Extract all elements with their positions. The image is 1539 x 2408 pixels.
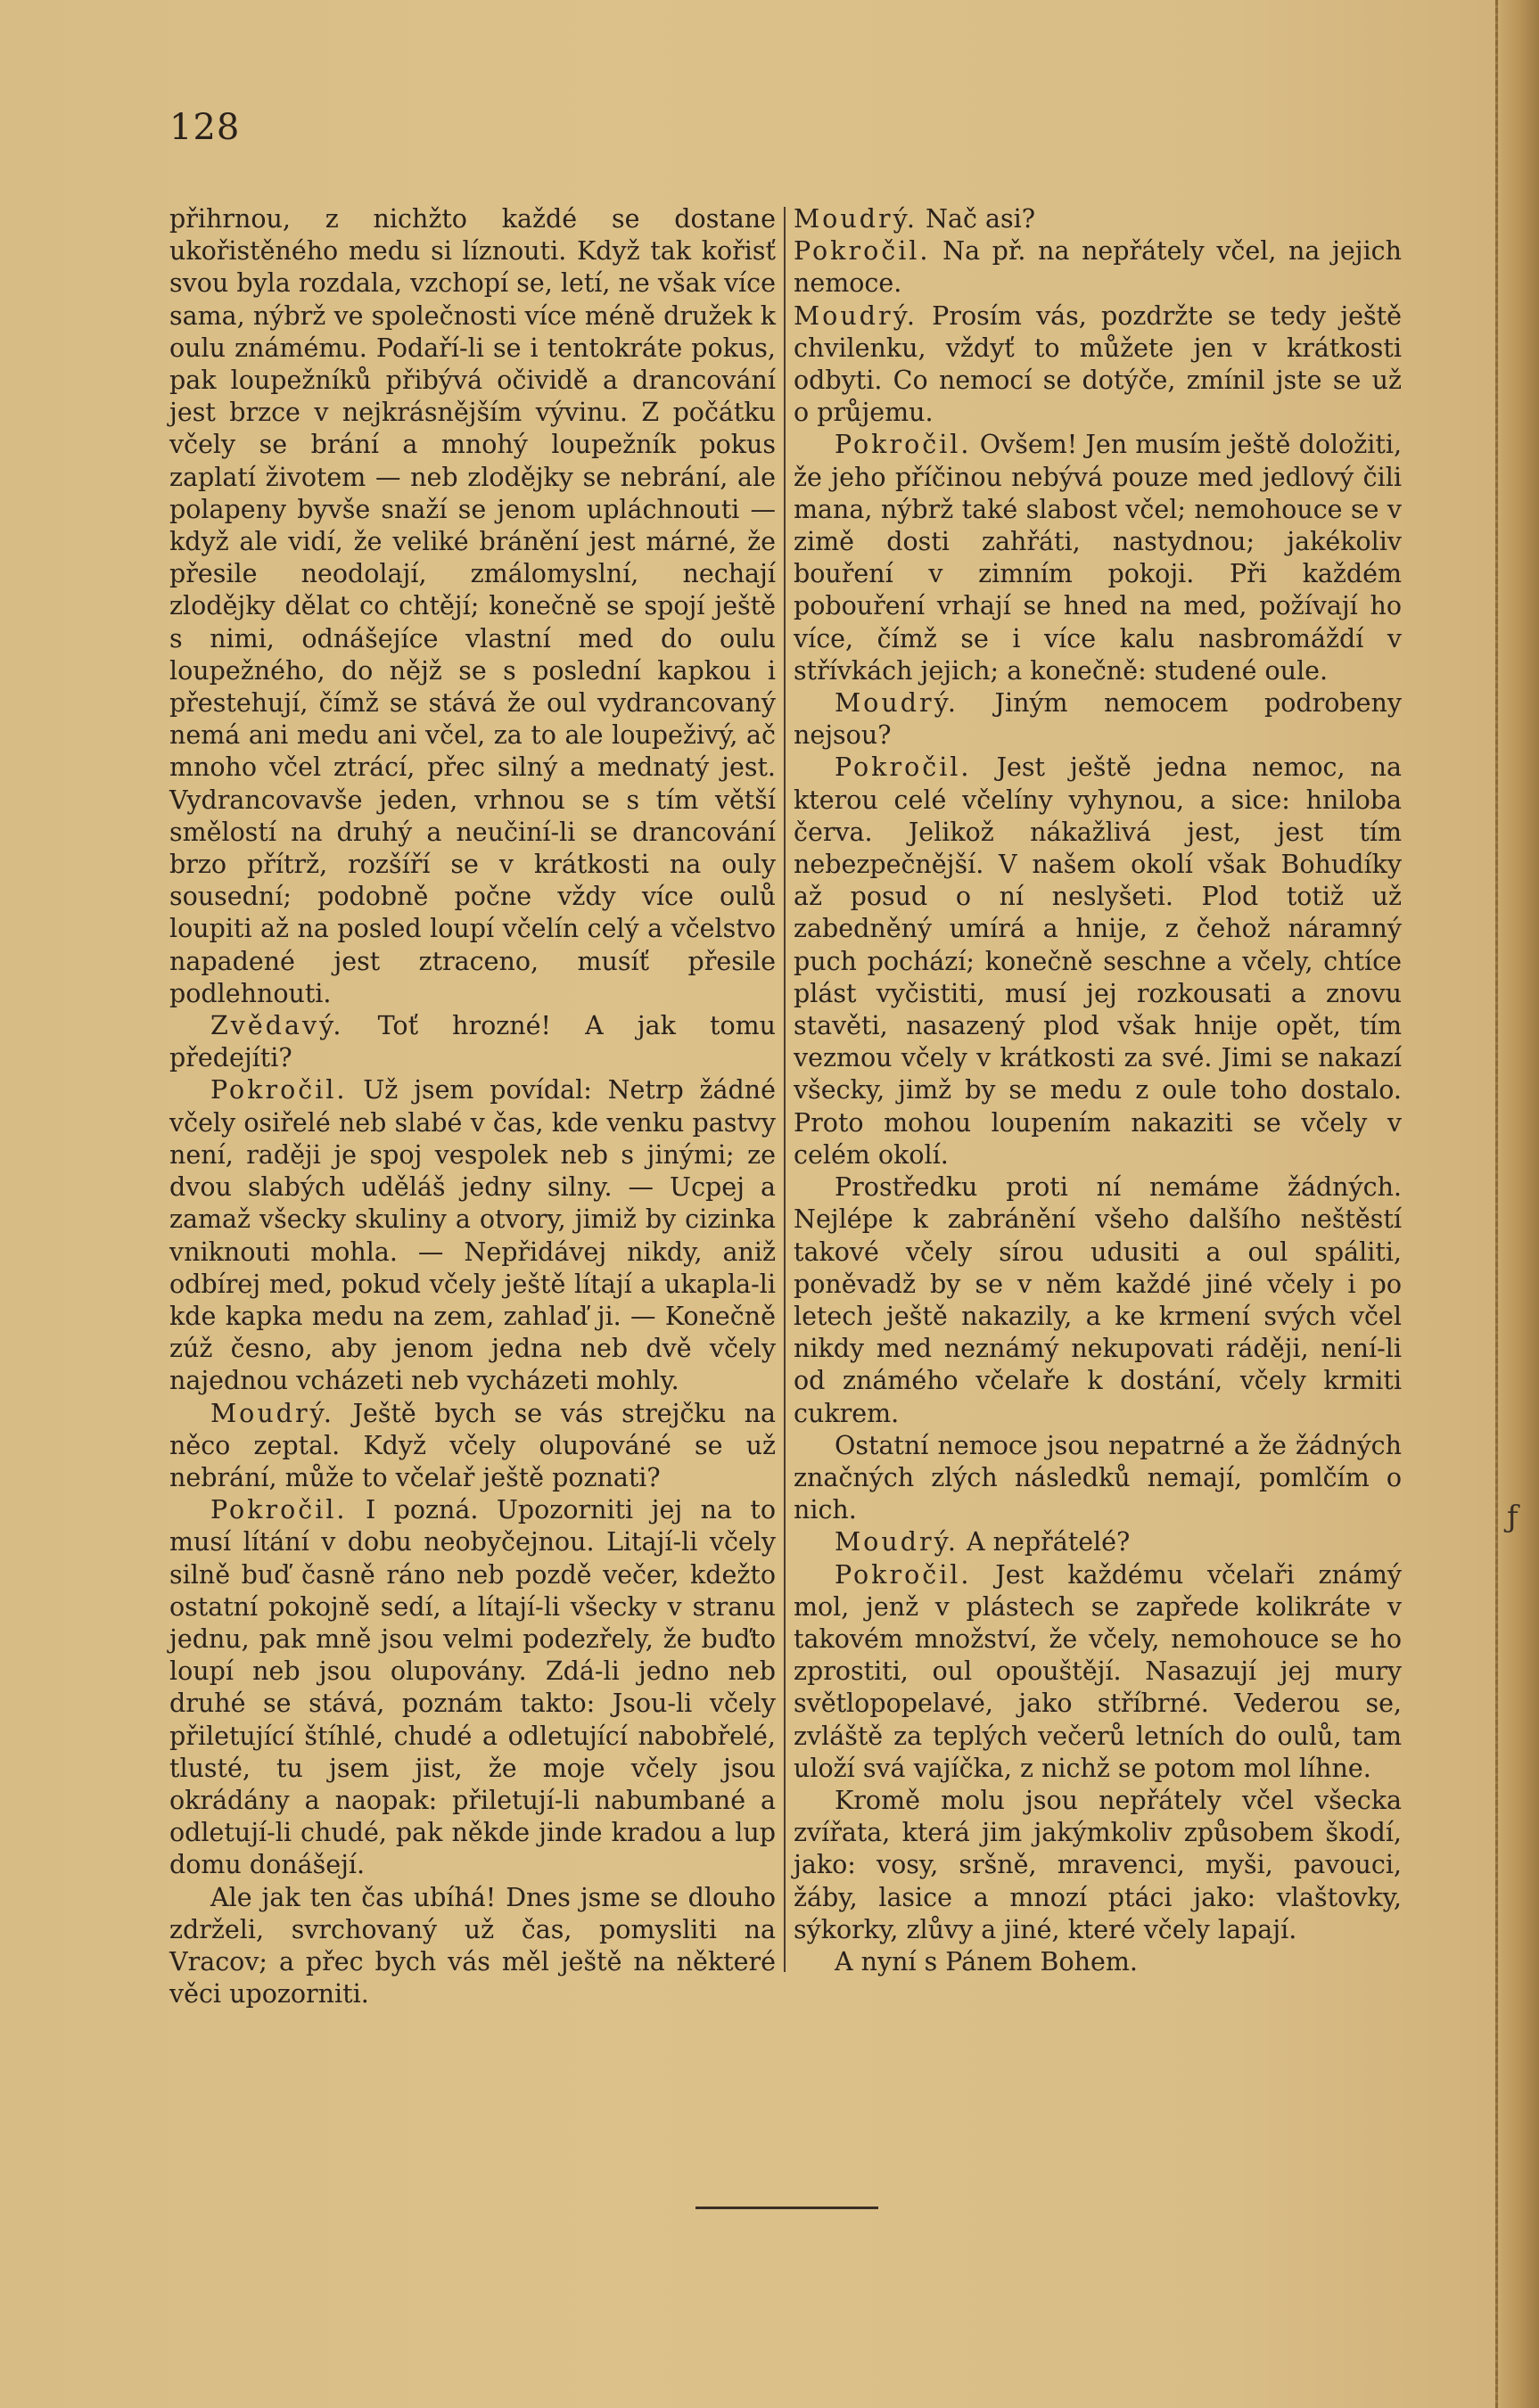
paragraph-text: I pozná. Upozorniti jej na to musí lítání v dobu neobyčejnou. Litají-li včely silně buď časně ráno neb pozdě večer, kdežto ostatní pokojně sedí, a lítají-li všecky v stranu jednu, pak mně jsou velmi podezřely, že buďto loupí neb jsou olupovány. Zdá-li jedno neb druhé se stává, poznám takto: Jsou-li včely přiletující štíhlé, chudé a odletující nabobřelé, tlusté, tu jsem jist, že moje včely jsou okrádány a naopak: přiletují-li nabumbané a odletují-li chudé, pak někde jinde kradou a lup domu donášejí.: [169, 1495, 776, 1880]
paragraph: [169, 203, 776, 1010]
paragraph: [794, 687, 1402, 752]
paragraph: [794, 1946, 1402, 1978]
paragraph-text: Prosím vás, pozdržte se tedy ještě chvilenku, vždyť to můžete jen v krátkosti odbyti. Co nemocí se dotýče, zmínil jste se už o průjemu.: [794, 300, 1402, 428]
speaker-name: Pokročil.: [835, 430, 972, 460]
paragraph-text: Ostatní nemoce jsou nepatrné a že žádných značných zlých následků nemají, pomlčím o nich.: [794, 1430, 1402, 1525]
paragraph-text: Už jsem povídal: Netrp žádné včely osiřelé neb slabé v čas, kde venku pastvy není, raději je spoj vespolek neb s jinými; ze dvou slabých uděláš jedny silny. — Ucpej a zamaž všecky skuliny a otvory, jimiž by cizinka vniknouti mohla. — Nepřidávej nikdy, aniž odbírej med, pokud včely ještě lítají a ukapla-li kde kapka medu na zem, zahlaď ji. — Konečně zúž česno, aby jenom jedna neb dvě včely najednou vcházeti neb vycházeti mohly.: [169, 1075, 776, 1396]
speaker-name: Moudrý.: [794, 204, 918, 234]
right-column: [794, 203, 1402, 1978]
speaker-name: Pokročil.: [835, 752, 972, 783]
column-divider: [784, 207, 786, 1972]
paragraph: [794, 429, 1402, 687]
speaker-name: Moudrý.: [794, 300, 918, 331]
paragraph-text: Kromě molu jsou nepřátely včel všecka zvířata, která jim jakýmkoliv způsobem škodí, jako: vosy, sršně, mravenci, myši, pavouci, žáby, lasice a mnozí ptáci jako: vlaštovky, sýkorky, zlůvy a jiné, které včely lapají.: [794, 1785, 1402, 1944]
paragraph-text: Na př. na nepřátely včel, na jejich nemoce.: [794, 236, 1403, 299]
paragraph: [169, 1494, 776, 1881]
paragraph-text: A nyní s Pánem Bohem.: [835, 1946, 1138, 1977]
paragraph: [794, 1526, 1402, 1558]
speaker-name: Moudrý.: [210, 1398, 334, 1428]
speaker-name: Pokročil.: [210, 1075, 348, 1105]
paragraph-text: Toť hrozné! A jak tomu předejíti?: [169, 1011, 776, 1073]
paragraph-text: Jest ještě jedna nemoc, na kterou celé včelíny vyhynou, a sice: hniloba červa. Jelikož nákažlivá jest, jest tím nebezpečnější. V našem okolí však Bohudíky až posud o ní neslyšeti. Plod totiž už zabedněný umírá a hnije, z čehož náramný puch pochází; konečně seschne a včely, chtíce plást vyčistiti, musí jej rozkousati a znovu stavěti, nasazený plod však hnije opět, tím vezmou včely v krátkosti za své. Jimi se nakazí všecky, jimž by se medu z oule toho dostalo. Proto mohou loupením nakaziti se včely v celém okolí.: [794, 752, 1402, 1170]
page-number: 128: [169, 107, 241, 148]
paragraph: [794, 1559, 1402, 1785]
paragraph-text: A nepřátelé?: [967, 1527, 1131, 1557]
paragraph: [794, 1171, 1402, 1430]
speaker-name: Moudrý.: [835, 1527, 959, 1557]
paragraph-text: Ještě bych se vás strejčku na něco zeptal. Když včely olupováné se už nebrání, může to včelař ještě poznati?: [169, 1398, 777, 1492]
page-edge: [1495, 0, 1539, 2408]
speaker-name: Pokročil.: [210, 1495, 348, 1525]
paragraph: [794, 203, 1402, 235]
speaker-name: Zvědavý.: [210, 1011, 344, 1041]
left-column: [169, 203, 776, 2010]
paragraph: [794, 1430, 1402, 1527]
end-rule: [695, 2207, 878, 2209]
paragraph: [794, 300, 1402, 430]
paragraph-text: Nač asi?: [926, 204, 1035, 234]
paragraph: [794, 752, 1402, 1171]
paragraph: [169, 1010, 776, 1074]
stray-mark: ƒ: [1507, 1500, 1518, 1535]
paragraph-text: přihrnou, z nichžto každé se dostane ukořistěného medu si líznouti. Když tak kořisť svou byla rozdala, vzchopí se, letí, ne však více sama, nýbrž ve společnosti více méně družek k oulu známému. Podaří-li se i tentokráte pokus, pak loupežníků přibývá očividě a drancování jest brzce v nejkrásnějším vývinu. Z počátku včely se brání a mnohý loupežník pokus zaplatí životem — neb zlodějky se nebrání, ale polapeny byvše snaží se jenom upláchnouti — když ale vidí, že veliké bránění jest márné, že přesile neodolají, zmálomyslní, nechají zlodějky dělat co chtějí; konečně se spojí ještě s nimi, odnášejíce vlastní med do oulu loupežného, do nějž se s poslední kapkou i přestehují, čímž se stává že oul vydrancovaný nemá ani medu ani včel, za to ale loupeživý, ač mnoho včel ztrácí, přec silný a mednatý jest. Vydrancovavše jeden, vrhnou se s tím větší smělostí na druhý a neučiní-li se drancování brzo přítrž, rozšíří se v krátkosti na ouly sousední; podobně počne vždy více oulů loupiti až na posled loupí včelín celý a včelstvo napadené jest ztraceno, musíť přesile podlehnouti.: [169, 204, 776, 1008]
paragraph: [169, 1882, 776, 2011]
paragraph-text: Jest každému včelaři známý mol, jenž v plástech se zapřede kolikráte v takovém množství, že včely, nemohouce se ho zprostiti, oul opouštějí. Nasazují jej mury světlopopelavé, jako stříbrné. Vederou se, zvláště za teplých večerů letních do oulů, tam uloží svá vajíčka, z nichž se potom mol líhne.: [794, 1559, 1402, 1783]
paragraph: [169, 1398, 776, 1495]
paragraph-text: Prostředku proti ní nemáme žádných. Nejlépe k zabránění všeho dalšího neštěstí takové včely sírou udusiti a oul spáliti, poněvadž by se v něm každé jiné včely i po letech ještě nakazily, a ke krmení svých včel nikdy med neznámý nekupovati ráději, není-li od známého včelaře k dostání, včely krmiti cukrem.: [794, 1172, 1402, 1428]
paragraph-text: Ale jak ten čas ubíhá! Dnes jsme se dlouho zdrželi, svrchovaný už čas, pomysliti na Vracov; a přec bych vás měl ještě na některé věci upozorniti.: [169, 1882, 776, 2009]
paragraph: [169, 1074, 776, 1397]
speaker-name: Pokročil.: [794, 236, 931, 267]
paragraph-text: Ovšem! Jen musím ještě doložiti, že jeho příčinou nebývá pouze med jedlový čili mana, nýbrž také slabost včel; nemohouce se v zimě dosti zahřáti, nastydnou; jakékoliv bouření v zimním pokoji. Při každém pobouření vrhají se hned na med, požívají ho více, čímž se i více kalu nasbromáždí v střívkách jejich; a konečně: studené oule.: [794, 430, 1403, 686]
paragraph: [794, 235, 1402, 300]
speaker-name: Pokročil.: [835, 1559, 972, 1590]
speaker-name: Moudrý.: [835, 688, 959, 719]
paragraph-text: Jiným nemocem podrobeny nejsou?: [794, 688, 1402, 751]
paragraph: [794, 1785, 1402, 1946]
